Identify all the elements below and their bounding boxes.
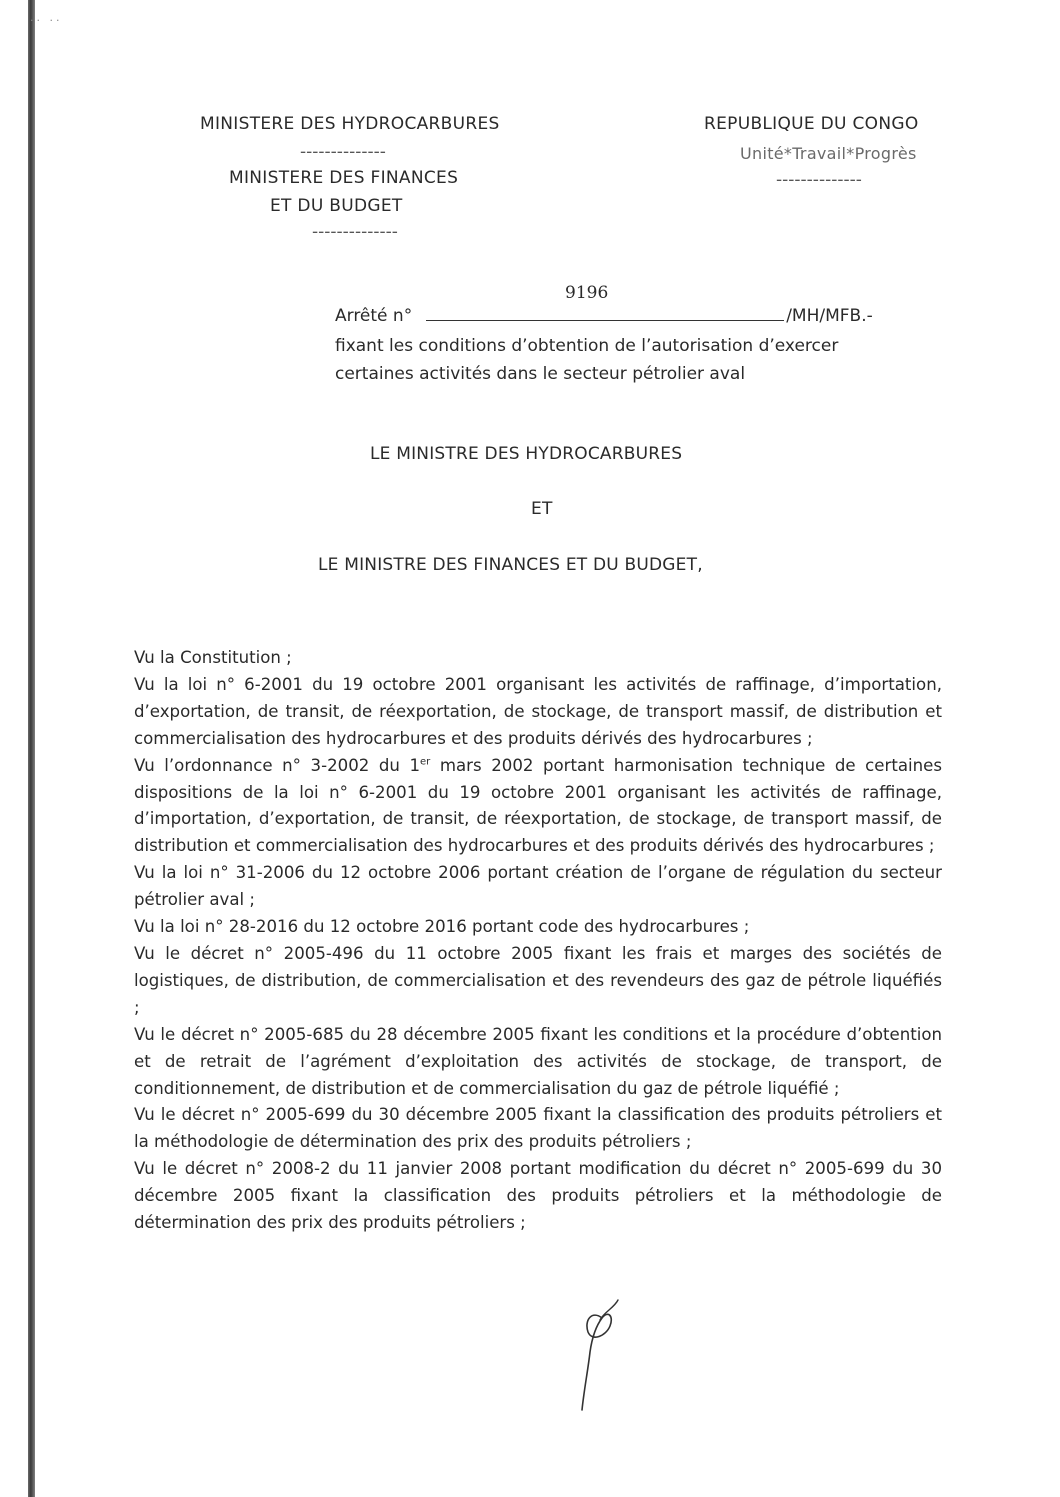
arrete-subject-line2: certaines activités dans le secteur pétrolier aval [335, 364, 746, 384]
visa-paragraph: Vu l’ordonnance n° 3-2002 du 1er mars 2002 portant harmonisation technique de certaines dispositions de la loi n° 6-2001 du 19 octobre 2001 organisant les activités de raffinage, d’importation, d’exportation, de transit, de réexportation, de stockage, de transport massif, de distribution et commercialisation des hydrocarbures et des produits dérivés des hydrocarbures ; [134, 755, 942, 856]
ministry-finance-line2: ET DU BUDGET [270, 196, 403, 216]
minister-finance: LE MINISTRE DES FINANCES ET DU BUDGET, [318, 555, 703, 575]
visa-paragraph: Vu le décret n° 2008-2 du 11 janvier 2008 portant modification du décret n° 2005-699 du 30 décembre 2005 fixant la classification des produits pétroliers et la méthodologie de détermination des prix des produits pétroliers ; [134, 1159, 942, 1233]
ministers-conjunction: ET [531, 499, 553, 519]
visa-paragraph: Vu le décret n° 2005-699 du 30 décembre 2005 fixant la classification des produits pétroliers et la méthodologie de détermination des prix des produits pétroliers ; [134, 1105, 942, 1152]
arrete-prefix: Arrêté n° [335, 306, 413, 326]
scan-binder-edge [28, 0, 35, 1497]
header-separator: -------------- [776, 170, 862, 190]
arrete-subject-line1: fixant les conditions d’obtention de l’autorisation d’exercer [335, 336, 839, 356]
visa-paragraph: Vu la Constitution ; [134, 648, 292, 667]
arrete-number: 9196 [565, 283, 609, 303]
minister-hydrocarbons: LE MINISTRE DES HYDROCARBURES [370, 444, 683, 464]
visa-paragraph: Vu le décret n° 2005-496 du 11 octobre 2005 fixant les frais et marges des sociétés de logistiques, de distribution, de commercialisation et des revendeurs des gaz de pétrole liquéfiés ; [134, 943, 942, 1017]
country-name: REPUBLIQUE DU CONGO [704, 114, 919, 134]
header-separator: -------------- [300, 142, 386, 162]
visas-section [134, 645, 942, 1237]
handwritten-initials [562, 1290, 632, 1420]
visa-paragraph: Vu le décret n° 2005-685 du 28 décembre 2005 fixant les conditions et la procédure d’obtention et de retrait de l’agrément d’exploitation des activités de stockage, de transport, de conditionnement, de distribution et de commercialisation du gaz de pétrole liquéfié ; [134, 1024, 942, 1098]
arrete-number-blank [426, 306, 784, 321]
scan-artifact-mark: ·· ·· [30, 14, 63, 27]
visa-paragraph: Vu la loi n° 6-2001 du 19 octobre 2001 organisant les activités de raffinage, d’importation, d’exportation, de transit, de réexportation, de stockage, de transport massif, de distribution et commercialisation des hydrocarbures et des produits dérivés des hydrocarbures ; [134, 674, 942, 748]
ministry-hydrocarbons: MINISTERE DES HYDROCARBURES [200, 114, 500, 134]
header-separator: -------------- [312, 222, 398, 242]
ministry-finance-line1: MINISTERE DES FINANCES [229, 168, 459, 188]
visa-paragraph: Vu la loi n° 31-2006 du 12 octobre 2006 portant création de l’organe de régulation du secteur pétrolier aval ; [134, 863, 942, 910]
national-motto: Unité*Travail*Progrès [740, 144, 917, 163]
arrete-suffix: /MH/MFB.- [786, 306, 873, 326]
arrete-title-line [335, 306, 955, 326]
visa-paragraph: Vu la loi n° 28-2016 du 12 octobre 2016 portant code des hydrocarbures ; [134, 917, 750, 937]
